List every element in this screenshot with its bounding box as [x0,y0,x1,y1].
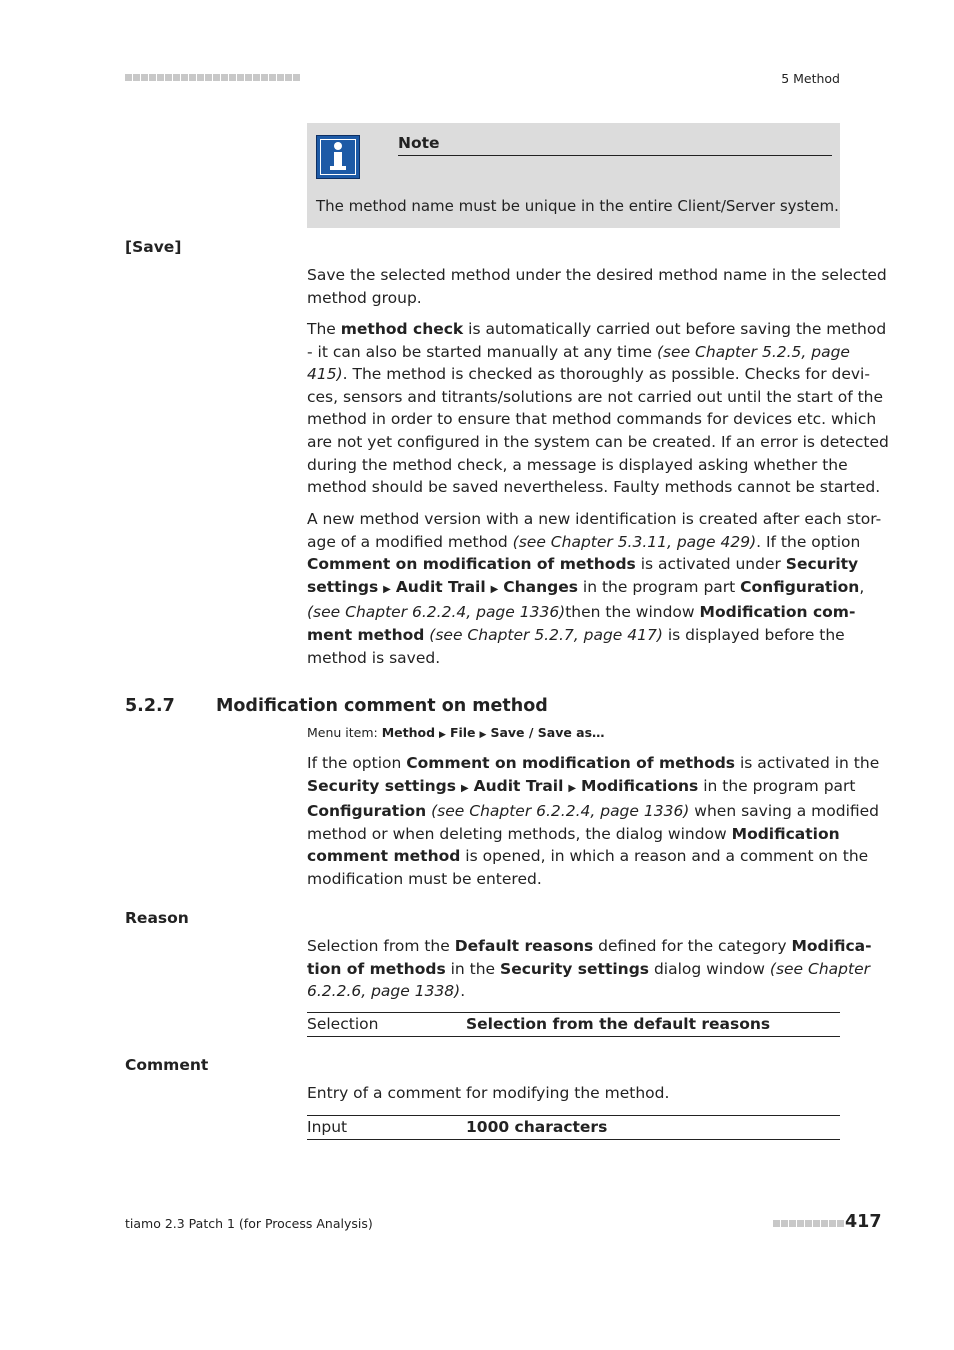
comment-table-value: 1000 characters [466,1118,608,1136]
reason-table-key: Selection [307,1015,379,1033]
reason-table-value: Selection from the default reasons [466,1015,771,1033]
save-label: [Save] [125,238,182,256]
section-number: 5.2.7 [125,696,175,716]
save-paragraph-2: The method check is automatically carried out before saving the method - it can also be started manually at any time (see Chapter 5.2.5, page 415). The method is checked as thoroughly as possible. Checks for devi- ces, sensors and titrants/solutions are not carried out until the start of the method in order to ensure that method commands for devices etc. which are not yet configured in the system can be created. If an error is detected during the method check, a message is displayed asking whether the method should be saved nevertheless. Faulty methods cannot be started. [307,320,889,497]
arrow-icon: ▶ [479,730,487,740]
reason-table-row [307,1012,840,1037]
arrow-icon: ▶ [460,782,469,794]
save-paragraph-1: Save the selected method under the desired method name in the selected method group. [307,266,887,307]
comment-table-row [307,1115,840,1140]
comment-label: Comment [125,1056,209,1074]
note-text: The method name must be unique in the entire Client/Server system. [316,197,839,215]
section-title: Modification comment on method [216,696,548,716]
menu-path: Menu item: Method ▶ File ▶ Save / Save as… [307,725,605,740]
page-number: 417 [845,1212,882,1232]
section-paragraph: If the option Comment on modification of methods is activated in the Security settings ▶ Audit Trail ▶ Modifications in the program part Configuration (see Chapter 6.2.2.4, page 1336) when saving a modified method or when deleting methods, the dialog window Modification comment method is opened, in which a reason and a comment on the modification must be entered. [307,754,880,888]
footer-product: tiamo 2.3 Patch 1 (for Process Analysis) [125,1216,373,1231]
arrow-icon: ▶ [383,583,391,595]
arrow-icon: ▶ [490,583,499,595]
comment-table-key: Input [307,1118,348,1136]
note-box [307,123,840,228]
note-title: Note [398,134,440,152]
reason-paragraph: Selection from the Default reasons defined for the category Modifica- tion of methods in the Security settings dialog window (see Chapter 6.2.2.6, page 1338). [307,937,872,1001]
info-icon [316,135,360,179]
arrow-icon: ▶ [568,782,577,794]
arrow-icon: ▶ [439,730,446,740]
header-decoration [125,74,300,81]
note-divider [398,155,832,156]
comment-paragraph: Entry of a comment for modifying the method. [307,1084,670,1102]
reason-label: Reason [125,909,189,927]
running-header-chapter: 5 Method [781,71,840,86]
footer-decoration [773,1220,844,1227]
save-paragraph-3: A new method version with a new identification is created after each stor- age of a modified method (see Chapter 5.3.11, page 429). If the option Comment on modification of methods is activated under Security settings ▶ Audit Trail ▶ Changes in the program part Configuration, (see Chapter 6.2.2.4, page 1336)then the window Modification com- ment method (see Chapter 5.2.7, page 417) is displayed before the method is saved. [307,510,882,667]
